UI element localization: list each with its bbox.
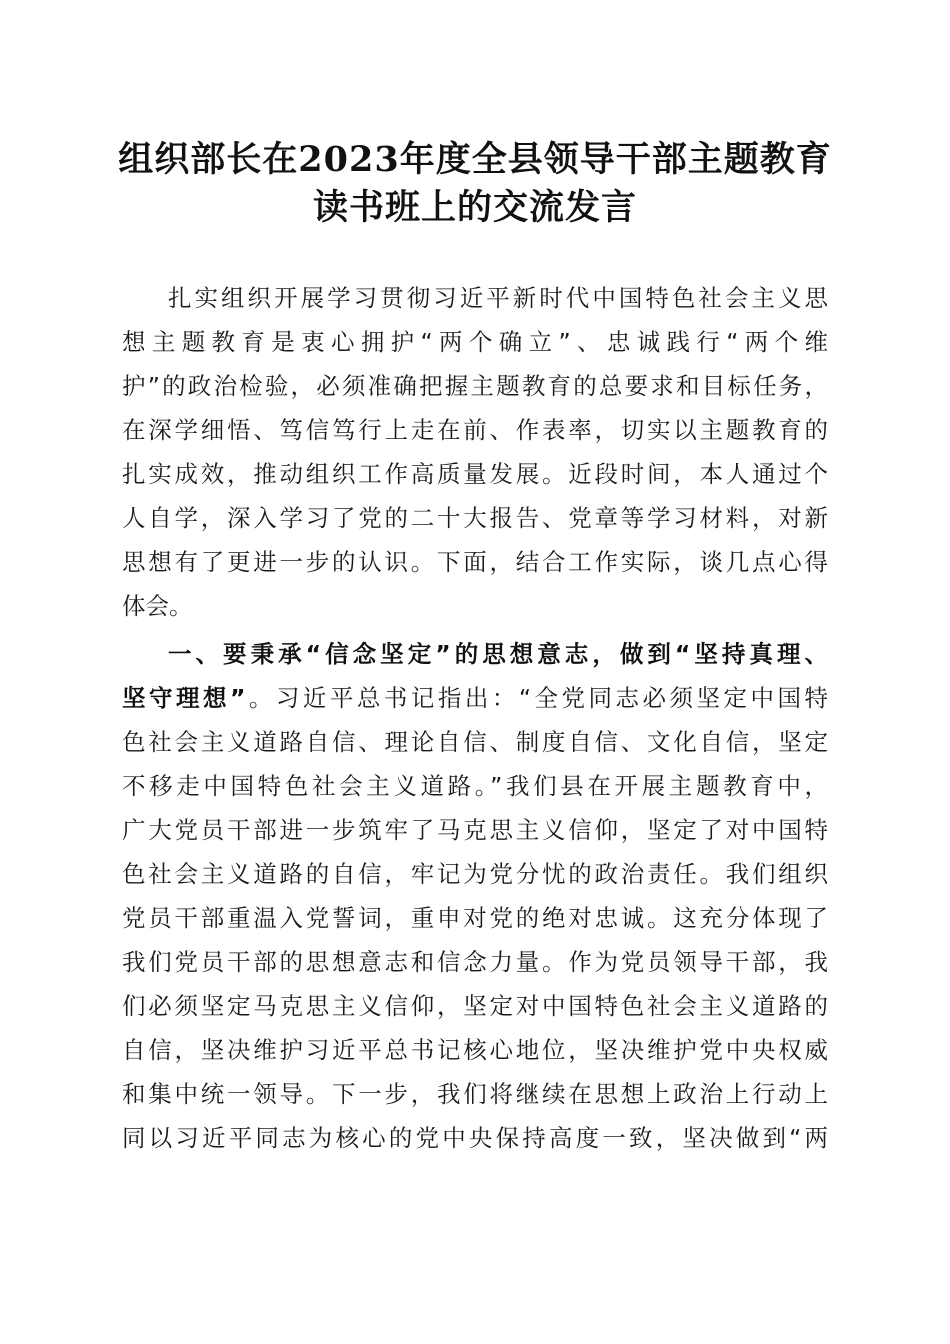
title-line-1: 组织部长在2023年度全县领导干部主题教育 [118,139,832,180]
section-body-line: 和集中统一领导。下一步，我们将继续在思想上政治上行动上 [122,1080,828,1108]
paragraph-line: 在深学细悟、笃信笃行上走在前、作表率，切实以主题教育的 [122,416,828,444]
section-body-line: 我们党员干部的思想意志和信念力量。作为党员领导干部，我 [122,948,828,976]
section-body-line: 广大党员干部进一步筑牢了马克思主义信仰，坚定了对中国特 [122,816,828,844]
section-body-line: 不移走中国特色社会主义道路。”我们县在开展主题教育中， [122,772,828,800]
section-heading-bold-text: 坚守理想” [122,684,246,712]
section-body-line: 同以习近平同志为核心的党中央保持高度一致，坚决做到“两 [122,1124,828,1152]
section-body-line: 色社会主义道路自信、理论自信、制度自信、文化自信，坚定 [122,728,828,756]
paragraph-line: 扎实成效，推动组织工作高质量发展。近段时间，本人通过个 [122,460,828,488]
paragraph-line: 护”的政治检验，必须准确把握主题教育的总要求和目标任务， [122,372,828,400]
section-body-line: 色社会主义道路的自信，牢记为党分忧的政治责任。我们组织 [122,860,828,888]
section-heading-line: 一、要秉承“信念坚定”的思想意志，做到“坚持真理、 [168,640,828,668]
section-body-line: 党员干部重温入党誓词，重申对党的绝对忠诚。这充分体现了 [122,904,828,932]
paragraph-line: 扎实组织开展学习贯彻习近平新时代中国特色社会主义思 [168,284,828,312]
section-body-text: 。习近平总书记指出：“全党同志必须坚定中国特 [245,684,828,712]
section-heading-line-mixed [122,676,828,720]
paragraph-line: 人自学，深入学习了党的二十大报告、党章等学习材料，对新 [122,504,828,532]
paragraph-line: 想主题教育是衷心拥护“两个确立”、忠诚践行“两个维 [122,328,828,356]
paragraph-line: 体会。 [122,592,193,620]
title-line-2: 读书班上的交流发言 [312,187,637,228]
section-body-line: 们必须坚定马克思主义信仰，坚定对中国特色社会主义道路的 [122,992,828,1020]
paragraph-line: 思想有了更进一步的认识。下面，结合工作实际，谈几点心得 [122,548,828,576]
section-body-line: 自信，坚决维护习近平总书记核心地位，坚决维护党中央权威 [122,1036,828,1064]
